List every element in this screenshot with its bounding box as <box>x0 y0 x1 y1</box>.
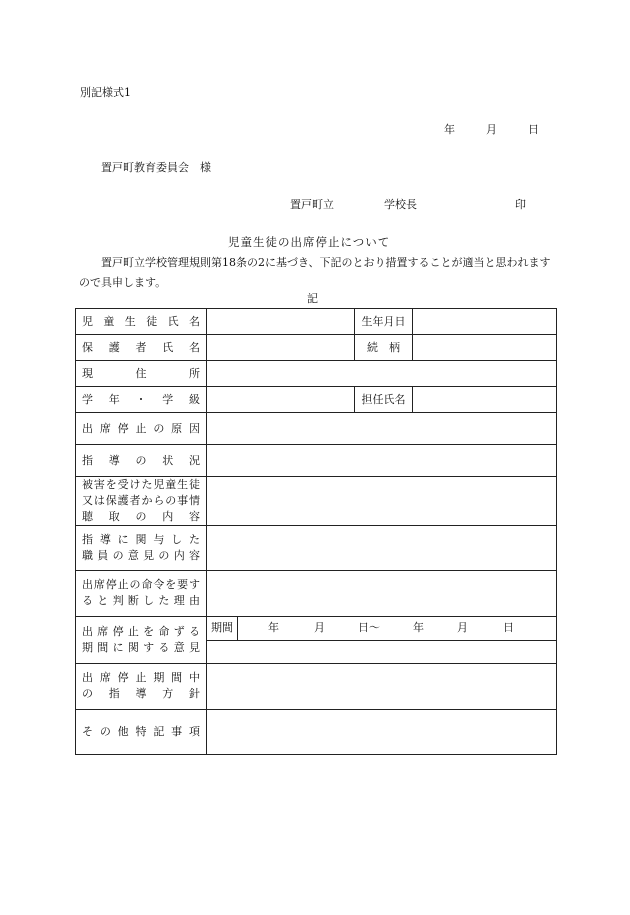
period-end-year: 年 <box>413 621 424 635</box>
field-staff-opinion[interactable] <box>207 525 557 570</box>
row-staff-opinion <box>76 525 557 570</box>
label-guidance-status: 指導の状況 <box>76 445 207 477</box>
field-guidance-policy[interactable] <box>207 663 557 709</box>
label-period-line1: 出席停止を命ずる <box>82 624 200 638</box>
label-guidance-policy <box>76 663 207 709</box>
label-staff-line1: 指導に関与した <box>82 532 200 546</box>
row-guardian <box>76 335 557 361</box>
label-period: 期間 <box>207 617 238 640</box>
report-table <box>75 308 557 755</box>
addressee: 置戸町教育委員会 様 <box>101 161 211 174</box>
label-judgment-line1: 出席停止の命令を要す <box>82 578 200 592</box>
label-student-name: 児童生徒氏名 <box>76 309 207 335</box>
form-id: 別記様式1 <box>80 86 131 99</box>
label-teacher-name: 担任氏名 <box>355 387 413 413</box>
date-year: 年 <box>444 123 455 136</box>
field-guidance-status[interactable] <box>207 445 557 477</box>
row-other <box>76 709 557 754</box>
field-period <box>207 616 557 640</box>
label-reason: 出席停止の原因 <box>76 413 207 445</box>
label-birthdate: 生年月日 <box>355 309 413 335</box>
label-victim-line2: 又は保護者からの事情 <box>82 493 200 507</box>
label-judgment-line2: ると判断した理由 <box>82 594 200 608</box>
field-birthdate[interactable] <box>413 309 557 335</box>
date-month: 月 <box>486 123 497 136</box>
body-text: 置戸町立学校管理規則第18条の2に基づき、下記のとおり措置することが適当と思われますので具申します。 <box>79 256 551 289</box>
field-other-notes[interactable] <box>207 709 557 754</box>
ki-heading: 記 <box>307 292 318 305</box>
sender-school: 置戸町立 <box>290 198 334 211</box>
field-teacher-name[interactable] <box>413 387 557 413</box>
row-reason <box>76 413 557 445</box>
label-victim-hearing <box>76 477 207 526</box>
period-end-day: 日 <box>503 621 514 635</box>
row-policy <box>76 663 557 709</box>
label-policy-line2: の指導方針 <box>82 687 200 701</box>
row-victim <box>76 477 557 526</box>
field-student-name[interactable] <box>207 309 355 335</box>
period-start-year: 年 <box>268 621 279 635</box>
label-judgment-reason <box>76 570 207 616</box>
field-reason[interactable] <box>207 413 557 445</box>
label-victim-line3: 聴取の内容 <box>82 509 200 523</box>
date-day: 日 <box>528 123 539 136</box>
label-staff-opinion <box>76 525 207 570</box>
period-dates[interactable] <box>238 620 514 636</box>
sender-seal: 印 <box>515 198 526 211</box>
label-policy-line1: 出席停止期間中 <box>82 671 200 685</box>
field-address[interactable] <box>207 361 557 387</box>
label-grade-class: 学年・学級 <box>76 387 207 413</box>
row-period <box>76 616 557 640</box>
document-title: 児童生徒の出席停止について <box>228 235 391 249</box>
label-relation: 続 柄 <box>355 335 413 361</box>
field-judgment-reason[interactable] <box>207 570 557 616</box>
field-period-opinion[interactable] <box>207 640 557 663</box>
label-guardian-name: 保護者氏名 <box>76 335 207 361</box>
field-grade-class[interactable] <box>207 387 355 413</box>
label-address: 現住所 <box>76 361 207 387</box>
date-line <box>444 124 539 135</box>
row-student <box>76 309 557 335</box>
label-period-opinion <box>76 616 207 663</box>
label-victim-line1: 被害を受けた児童生徒 <box>82 478 200 491</box>
period-start-month: 月 <box>314 621 325 635</box>
row-grade <box>76 387 557 413</box>
period-start-day: 日〜 <box>358 621 380 635</box>
row-guidance-status <box>76 445 557 477</box>
row-address <box>76 361 557 387</box>
label-period-line2: 期間に関する意見 <box>82 640 200 654</box>
sender-principal: 学校長 <box>384 198 417 211</box>
label-staff-line2: 職員の意見の内容 <box>82 548 200 562</box>
field-victim-hearing[interactable] <box>207 477 557 526</box>
label-other-notes: その他特記事項 <box>76 709 207 754</box>
field-guardian-name[interactable] <box>207 335 355 361</box>
period-end-month: 月 <box>457 621 468 635</box>
field-relation[interactable] <box>413 335 557 361</box>
row-judgment <box>76 570 557 616</box>
